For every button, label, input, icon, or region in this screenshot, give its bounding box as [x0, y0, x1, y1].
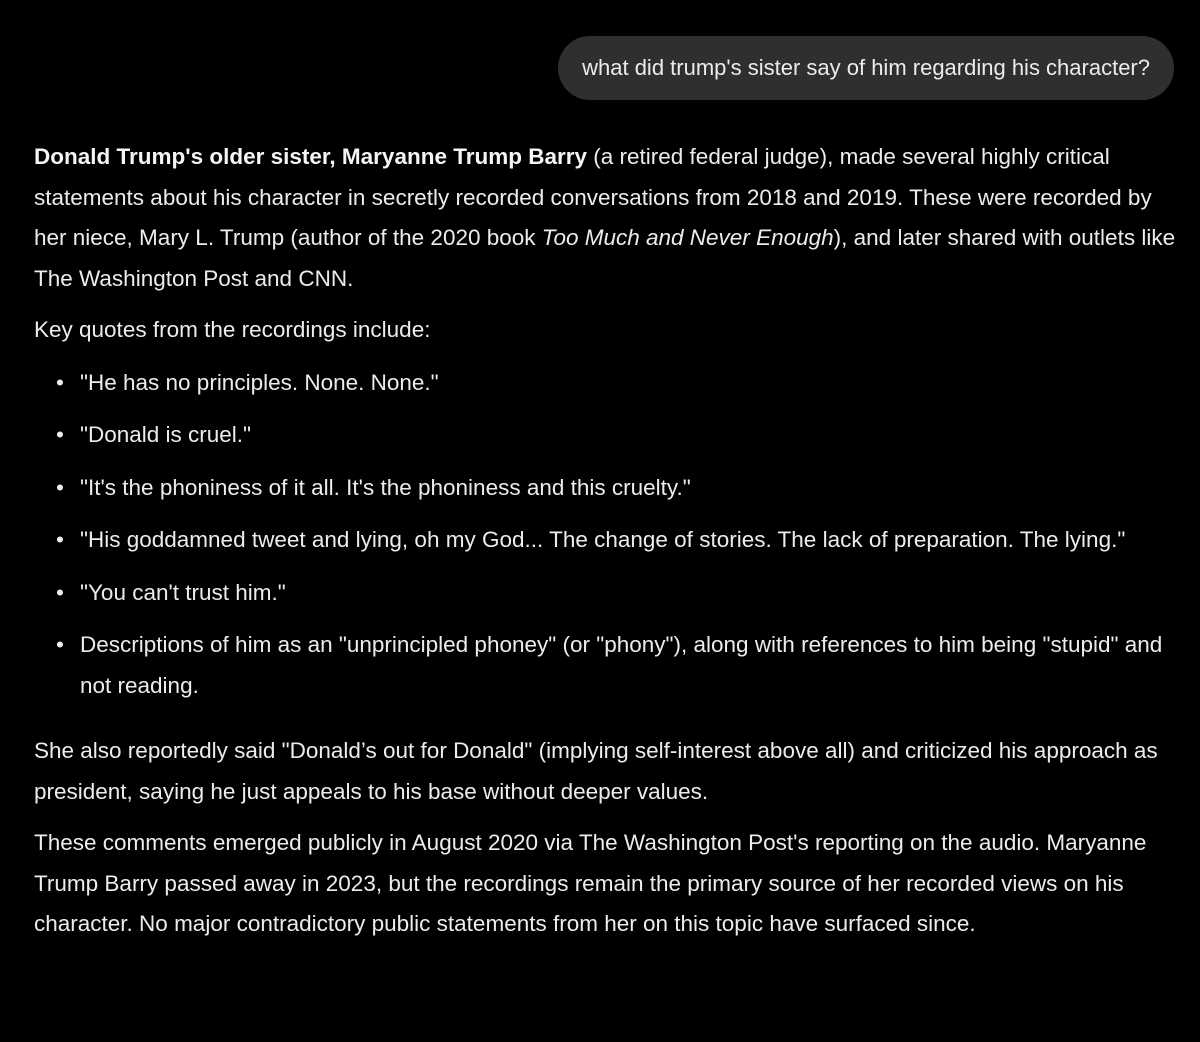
user-message-row [558, 36, 1174, 100]
list-item [34, 415, 1179, 456]
user-message-bubble[interactable]: what did trump's sister say of him regarding his character? [558, 36, 1174, 100]
bullet-icon: • [56, 527, 64, 552]
bullet-icon: • [56, 632, 64, 657]
list-item [34, 468, 1179, 509]
also-said-paragraph: She also reportedly said "Donald’s out for Donald" (implying self-interest above all) and criticized his approach as president, saying he just appeals to his base without deeper values. [34, 738, 1158, 804]
bullet-icon: • [56, 369, 64, 395]
intro-text-a: (a retired federal judge), made several highly critical statements about his character in secretly recorded conversations from 2018 and 2019. These were recorded by her niece, Mary L. Trump (author of the 2020 book [34, 144, 1152, 250]
intro-paragraph [34, 137, 1179, 299]
quote-text: "It's the phoniness of it all. It's the phoniness and this cruelty." [80, 474, 691, 500]
quote-text: "You can't trust him." [80, 579, 286, 605]
quote-text: "Donald is cruel." [80, 422, 252, 447]
closing-paragraph: These comments emerged publicly in August 2020 via The Washington Post's reporting on the audio. Maryanne Trump Barry passed away in 2023, but the recordings remain the primary source of her recorded views on his character. No major contradictory public statements from her on this topic have surfaced since. [34, 830, 1147, 936]
quote-text: "He has no principles. None. None." [80, 369, 439, 395]
intro-bold-subject: Donald Trump's older sister, Maryanne Trump Barry [34, 144, 588, 169]
key-quotes-intro: Key quotes from the recordings include: [34, 317, 431, 342]
bullet-icon: • [56, 422, 64, 447]
bullet-icon: • [56, 579, 64, 605]
quote-text: Descriptions of him as an "unprincipled phoney" (or "phony"), along with references to him being "stupid" and not reading. [80, 632, 1163, 698]
list-item [34, 573, 1179, 614]
list-item [34, 625, 1179, 706]
assistant-response [34, 137, 1179, 945]
list-item [34, 520, 1179, 561]
book-title: Too Much and Never Enough [541, 225, 834, 250]
bullet-icon: • [56, 474, 64, 500]
intro-text-b: ), and later shared with outlets like The Washington Post and CNN. [34, 225, 1176, 291]
quotes-list [34, 363, 1179, 707]
list-item [34, 363, 1179, 404]
quote-text: "His goddamned tweet and lying, oh my God... The change of stories. The lack of preparation. The lying." [80, 527, 1126, 552]
